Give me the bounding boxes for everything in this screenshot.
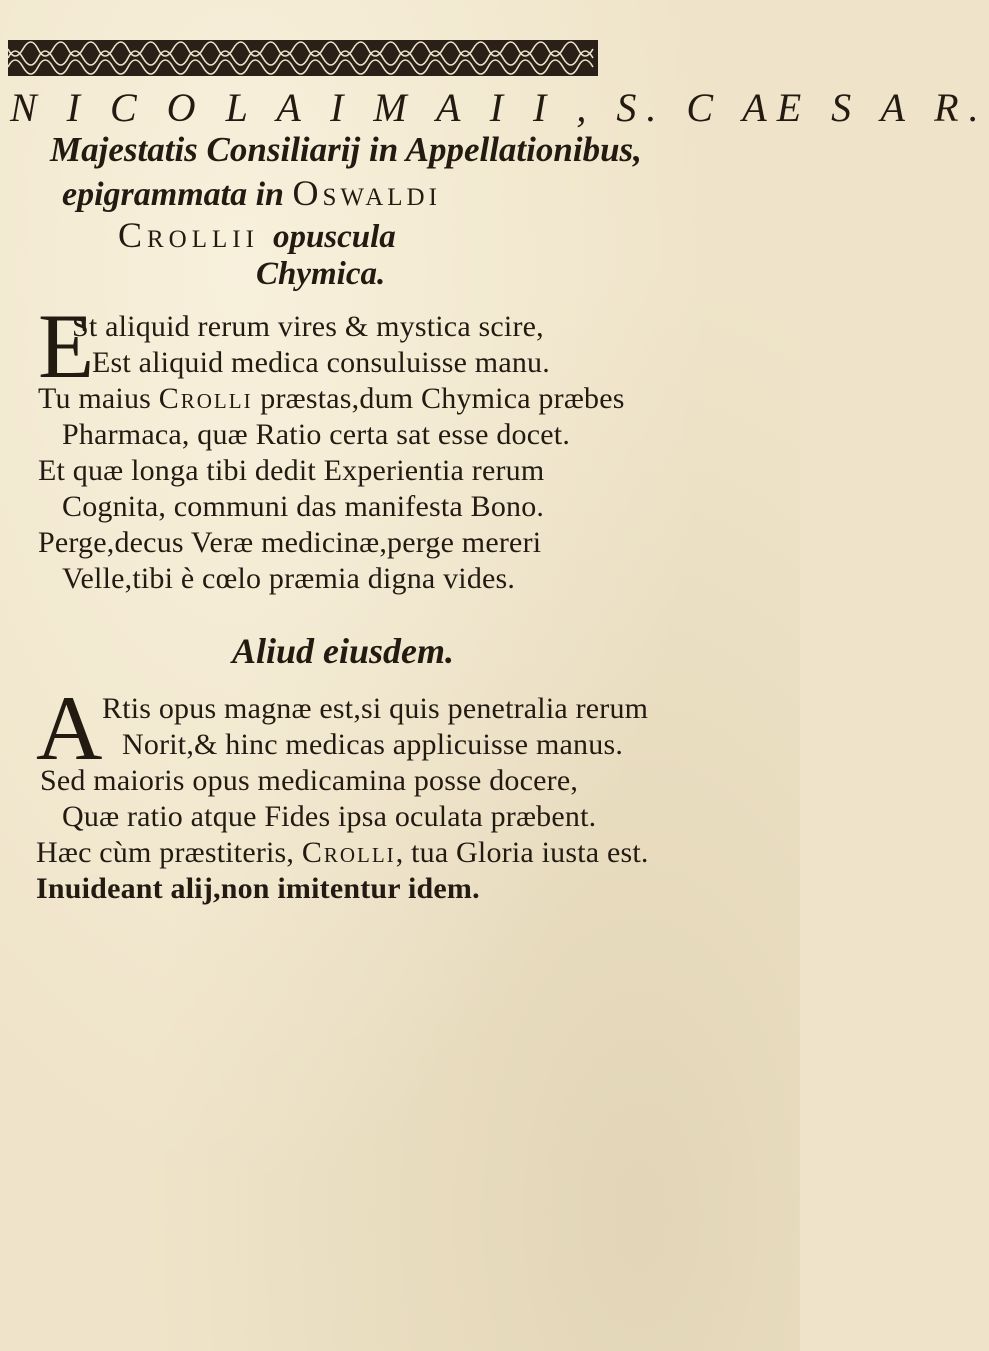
dropcap-a: A [36,677,103,779]
epigram-1-line-8: Velle,tibi è cœlo præmia digna vides. [62,562,516,595]
epigram-2-line-5 [36,836,649,870]
epigram-2-line-2: Norit,& hinc medicas applicuisse manus. [122,728,624,761]
title-line-2 [62,172,441,214]
title-line-3-caps: Crollii [118,215,273,255]
epigram-1-line-2: Est aliquid medica consuluisse manu. [92,346,550,379]
crolli-name-2: Crolli [301,836,396,869]
author-name-line: N I C O L A I M A I I , S. C AE S A R. [10,85,989,130]
epigram-1-line-3-start: Tu maius [38,382,159,415]
section-heading-aliud: Aliud eiusdem. [232,631,455,671]
title-line-3 [118,214,396,256]
epigram-2-line-6: Inuideant alij,non imitentur idem. [36,872,480,905]
title-line-2-italic: epigrammata in [62,176,293,213]
title-line-3-italic: opuscula [272,219,396,255]
title-line-4: Chymica. [256,256,386,292]
epigram-1-line-6: Cognita, communi das manifesta Bono. [62,490,545,523]
epigram-1-line-4: Pharmaca, quæ Ratio certa sat esse docet. [62,418,571,451]
epigram-1-line-5: Et quæ longa tibi dedit Experientia rerum [38,454,545,487]
epigram-1-line-1: St aliquid rerum vires & mystica scire, [72,310,544,343]
epigram-1-line-3-rest: præstas,dum Chymica præbes [252,382,625,415]
epigram-1-line-7: Perge,decus Veræ medicinæ,perge mereri [38,526,542,559]
title-line-2-caps: Oswaldi [292,173,441,213]
epigram-2-line-1: Rtis opus magnæ est,si quis penetralia rerum [102,692,649,725]
epigram-2-line-5-start: Hæc cùm præstiteris, [36,836,302,869]
fleuron-band-ornament [8,40,598,76]
dropcap-e: E [38,295,95,397]
epigram-2-line-5-rest: , tua Gloria iusta est. [395,836,649,869]
epigram-2-line-3: Sed maioris opus medicamina posse docere, [40,764,579,797]
epigram-1-line-3 [38,382,625,416]
epigram-2-line-4: Quæ ratio atque Fides ipsa oculata præbent. [62,800,597,833]
crolli-name: Crolli [158,382,253,415]
title-line-1: Majestatis Consiliarij in Appellationibus, [50,130,642,169]
